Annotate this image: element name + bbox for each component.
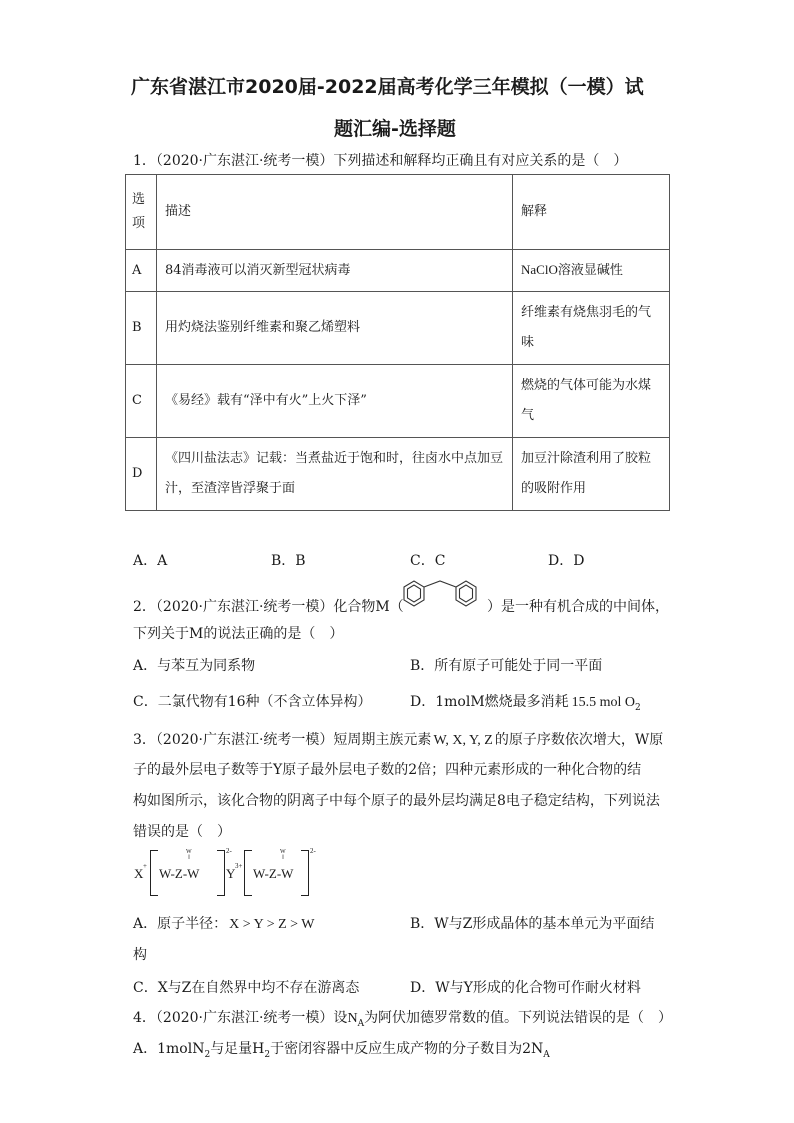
q2-choice-a[interactable]: A．与苯互为同系物 [133,658,256,674]
table-row [126,292,670,365]
right-bracket [217,850,225,896]
q2-choice-b[interactable]: B．所有原子可能处于同一平面 [410,658,603,674]
q1-table [125,174,670,511]
row-option: C [126,365,157,438]
q1-choice-d[interactable]: D．D [548,553,585,569]
q4-choice-a[interactable]: A．1molN$_2$与足量$H_2$于密闭容器中反应生成产物的分子数目为$2N_A$ [133,1041,550,1060]
header-explanation: 解释 [513,175,670,250]
q2-choice-c[interactable]: C．二氯代物有16种（不含立体异构） [133,694,372,710]
row-option: B [126,292,157,365]
row-description: 《四川盐法志》记载：当煮盐近于饱和时，往卤水中点加豆汁，至渣滓皆浮聚于面 [157,438,513,511]
header-description: 描述 [157,175,513,250]
q1-stem: 1．（2020·广东湛江·统考一模）下列描述和解释均正确且有对应关系的是（ ） [133,153,628,169]
row-description: 用灼烧法鉴别纤维素和聚乙烯塑料 [157,292,513,365]
row-explanation: NaClO溶液显碱性 [513,250,670,292]
row-explanation: 纤维素有烧焦羽毛的气味 [513,292,670,365]
row-description: 《易经》载有“泽中有火”上火下泽” [157,365,513,438]
q3-stem-line4: 错误的是（ ） [133,824,231,840]
q1-choice-b[interactable]: B．B [271,553,306,569]
page-title: 广东省湛江市2020届-2022届高考化学三年模拟（一模）试 [131,76,644,98]
q3-choice-c[interactable]: C．X与Z在自然界中均不存在游离态 [133,980,360,996]
header-option: 选项 [126,175,157,250]
naclo-formula: NaClO [521,262,558,277]
q3-stem-line1: 3．（2020·广东湛江·统考一模）短周期主族元素 W, X, Y, Z 的原子序数依次增大，W原 [133,732,664,748]
element-symbols: W, X, Y, Z [433,733,493,748]
left-bracket [244,850,252,896]
diphenylmethane-structure-image [392,578,488,614]
right-bracket [301,850,309,896]
q4-stem: 4．（2020·广东湛江·统考一模）设$N_A$为阿伏加德罗常数的值。下列说法错误的是（ ） [133,1010,673,1029]
q2-stem-start: 2．（2020·广东湛江·统考一模）化合物M（ [133,599,404,615]
left-bracket [150,850,158,896]
q1-choice-a[interactable]: A．A [133,553,168,569]
q3-choice-a[interactable]: A．原子半径： X > Y > Z > W [133,916,315,932]
q3-choice-b-continued: 构 [133,947,147,963]
q2-stem-end: ）是一种有机合成的中间体， [487,599,669,615]
row-option: D [126,438,157,511]
table-header-row [126,175,670,250]
q3-choice-b[interactable]: B．W与Z形成晶体的基本单元为平面结 [410,916,655,932]
oxygen-formula: 15.5 mol O [571,695,636,710]
radius-order: X > Y > Z > W [229,917,315,932]
q3-structure-figure: X + W ‖ W-Z-W 2- Y 3+ W ‖ W-Z-W 2- [133,845,333,901]
table-row [126,438,670,511]
q3-choice-d[interactable]: D．W与Y形成的化合物可作耐火材料 [410,980,641,996]
row-explanation: 燃烧的气体可能为水煤气 [513,365,670,438]
row-description: 84消毒液可以消灭新型冠状病毒 [157,250,513,292]
q1-choice-c[interactable]: C．C [410,553,446,569]
q2-stem-line2: 下列关于M的说法正确的是（ ） [133,626,344,642]
q2-choice-d[interactable]: D．1molM燃烧最多消耗 15.5 mol $O_2$ [410,694,641,713]
table-row [126,250,670,292]
row-option: A [126,250,157,292]
row-explanation: 加豆汁除渣利用了胶粒的吸附作用 [513,438,670,511]
table-row [126,365,670,438]
page-title-continued: 题汇编-选择题 [334,118,456,140]
q3-stem-line2: 子的最外层电子数等于Y原子最外层电子数的2倍；四种元素形成的一种化合物的结 [133,762,642,778]
q3-stem-line3: 构如图所示，该化合物的阴离子中每个原子的最外层均满足8电子稳定结构，下列说法 [133,793,660,809]
